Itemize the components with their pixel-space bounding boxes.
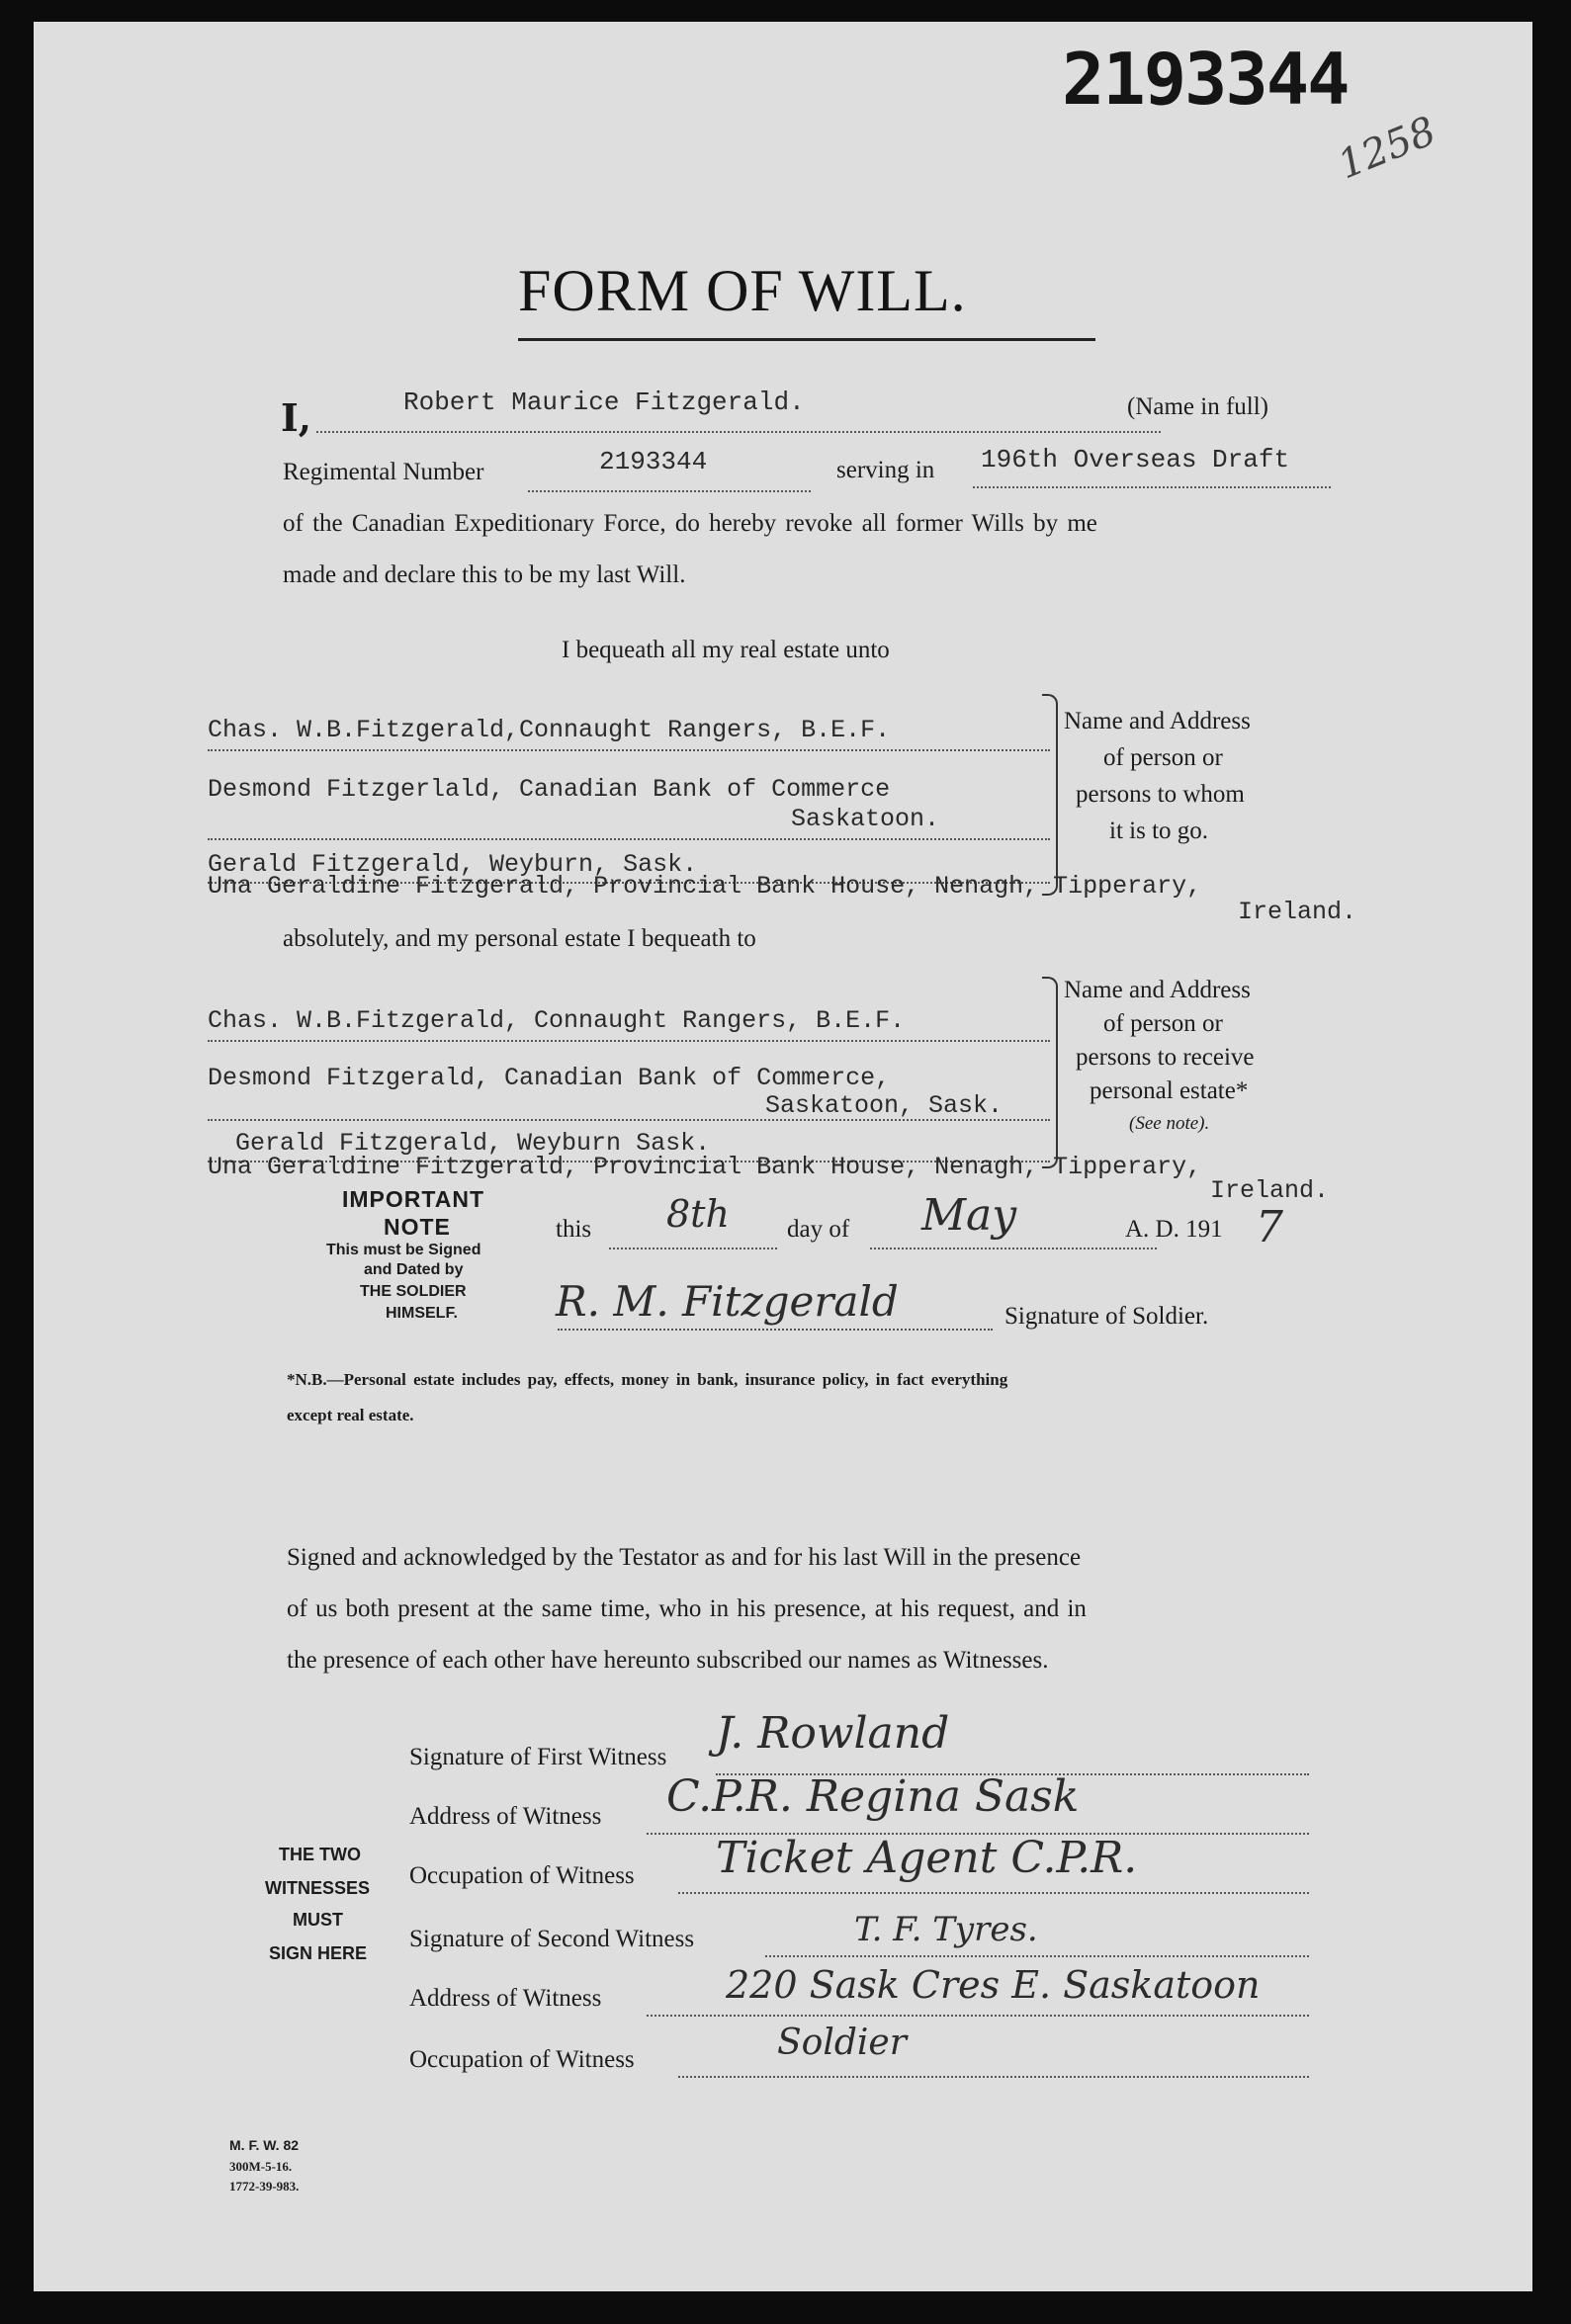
witness-value: J. Rowland bbox=[716, 1708, 950, 1759]
soldier-signature: R. M. Fitzgerald bbox=[556, 1277, 899, 1326]
nb-line-2: except real estate. bbox=[287, 1406, 414, 1424]
month-value: May bbox=[921, 1190, 1017, 1241]
year-digit: 7 bbox=[1256, 1202, 1283, 1252]
regimental-number-label: Regimental Number bbox=[283, 459, 484, 485]
real-estate-intro: I bequeath all my real estate unto bbox=[562, 637, 890, 663]
body-line-2: made and declare this to be my last Will. bbox=[283, 561, 686, 588]
personal-estate-rule bbox=[208, 1119, 1050, 1121]
witness-line bbox=[647, 2015, 1309, 2017]
nb-line-1: *N.B.—Personal estate includes pay, effects, money in bank, insurance policy, in fact everything bbox=[287, 1370, 1008, 1389]
witness-label: Occupation of Witness bbox=[409, 2046, 635, 2073]
attestation-line-1: Signed and acknowledged by the Testator as and for his last Will in the presence bbox=[287, 1544, 1082, 1571]
regimental-number-value: 2193344 bbox=[599, 447, 708, 476]
form-code: 300M-5-16. bbox=[229, 2159, 293, 2174]
personal-estate-caption: Name and Address bbox=[1064, 977, 1251, 1003]
form-code: 1772-39-983. bbox=[229, 2179, 300, 2194]
personal-estate-line: Una Geraldine Fitzgerald, Provincial Bank House, Nenagh, Tipperary, bbox=[208, 1153, 1202, 1181]
soldier-signature-label: Signature of Soldier. bbox=[1004, 1303, 1209, 1330]
witness-label: Address of Witness bbox=[409, 1985, 602, 2012]
witness-value: Soldier bbox=[777, 2023, 907, 2063]
witness-label: Signature of Second Witness bbox=[409, 1926, 695, 1952]
witness-label: Address of Witness bbox=[409, 1803, 602, 1830]
prefix-i: I, bbox=[281, 395, 312, 440]
attestation-line-2: of us both present at the same time, who in his presence, at his request, and in bbox=[287, 1595, 1087, 1622]
witness-line bbox=[678, 2076, 1309, 2078]
pencil-note: 1258 bbox=[1332, 108, 1442, 189]
personal-estate-line: Saskatoon, Sask. bbox=[765, 1091, 1004, 1120]
personal-estate-line: Gerald Fitzgerald, Weyburn Sask. bbox=[235, 1129, 711, 1158]
witness-note-line: SIGN HERE bbox=[269, 1943, 368, 1963]
testator-name: Robert Maurice Fitzgerald. bbox=[403, 387, 805, 417]
real-estate-line: Saskatoon. bbox=[791, 805, 940, 833]
real-estate-caption: Name and Address bbox=[1064, 708, 1251, 734]
witness-note-line: THE TWO bbox=[279, 1845, 361, 1864]
this-label: this bbox=[556, 1216, 592, 1243]
soldier-signature-line bbox=[558, 1329, 993, 1331]
unit-value: 196th Overseas Draft bbox=[981, 445, 1290, 474]
will-form-page bbox=[34, 22, 1532, 2291]
real-estate-line: Gerald Fitzgerald, Weyburn, Sask. bbox=[208, 850, 698, 879]
witness-value: Ticket Agent C.P.R. bbox=[716, 1833, 1138, 1883]
page-title: FORM OF WILL. bbox=[518, 258, 967, 323]
witness-note-line: MUST bbox=[293, 1910, 343, 1930]
day-value: 8th bbox=[666, 1192, 730, 1236]
witness-line bbox=[765, 1955, 1309, 1957]
serving-label: serving in bbox=[836, 457, 935, 483]
name-caption: (Name in full) bbox=[1127, 393, 1269, 420]
important-note-title: IMPORTANT bbox=[342, 1186, 485, 1212]
day-of-label: day of bbox=[787, 1216, 850, 1243]
personal-estate-brace bbox=[1042, 977, 1058, 1168]
name-line bbox=[316, 431, 1161, 433]
stamp-number: 2193344 bbox=[1062, 38, 1349, 121]
personal-estate-line: Desmond Fitzgerald, Canadian Bank of Commerce, bbox=[208, 1064, 891, 1092]
important-note-line: and Dated by bbox=[364, 1261, 464, 1278]
real-estate-line: Chas. W.B.Fitzgerald,Connaught Rangers, B.E.F. bbox=[208, 716, 891, 744]
witness-line bbox=[678, 1892, 1309, 1894]
witness-label: Signature of First Witness bbox=[409, 1744, 667, 1770]
body-line-1: of the Canadian Expeditionary Force, do hereby revoke all former Wills by me bbox=[283, 510, 1097, 537]
witness-value: C.P.R. Regina Sask bbox=[666, 1771, 1080, 1822]
real-estate-line: Ireland. bbox=[1238, 898, 1357, 926]
witness-value: T. F. Tyres. bbox=[854, 1910, 1038, 1949]
day-line bbox=[609, 1248, 777, 1249]
important-note-line: THE SOLDIER bbox=[360, 1283, 467, 1300]
real-estate-caption: it is to go. bbox=[1109, 818, 1209, 844]
personal-estate-rule bbox=[208, 1040, 1050, 1042]
important-note-title: NOTE bbox=[384, 1214, 451, 1240]
witness-label: Occupation of Witness bbox=[409, 1862, 635, 1889]
real-estate-line: Una Geraldine Fitzgerald, Provincial Bank House, Nenagh, Tipperary, bbox=[208, 872, 1202, 901]
real-estate-rule bbox=[208, 838, 1050, 840]
witness-note-line: WITNESSES bbox=[265, 1878, 371, 1898]
unit-line bbox=[973, 486, 1331, 488]
witness-value: 220 Sask Cres E. Saskatoon bbox=[726, 1963, 1261, 2007]
personal-intro: absolutely, and my personal estate I bequeath to bbox=[283, 925, 756, 952]
real-estate-caption: persons to whom bbox=[1076, 781, 1245, 808]
important-note-line: HIMSELF. bbox=[386, 1305, 458, 1322]
real-estate-brace bbox=[1042, 694, 1058, 896]
real-estate-line: Desmond Fitzgerlald, Canadian Bank of Commerce bbox=[208, 775, 891, 804]
real-estate-rule bbox=[208, 749, 1050, 751]
form-code: M. F. W. 82 bbox=[229, 2137, 300, 2153]
real-estate-caption: of person or bbox=[1103, 744, 1223, 771]
personal-estate-caption: of person or bbox=[1103, 1010, 1223, 1037]
personal-estate-line: Ireland. bbox=[1210, 1176, 1330, 1205]
personal-estate-line: Chas. W.B.Fitzgerald, Connaught Rangers, B.E.F. bbox=[208, 1006, 906, 1035]
title-underline bbox=[518, 338, 1095, 341]
month-line bbox=[870, 1248, 1157, 1249]
reg-line bbox=[528, 490, 811, 492]
important-note-line: This must be Signed bbox=[326, 1242, 481, 1258]
ad-label: A. D. 191 bbox=[1125, 1216, 1223, 1243]
personal-estate-caption: persons to receive bbox=[1076, 1044, 1255, 1071]
personal-estate-caption: personal estate* bbox=[1090, 1077, 1249, 1104]
attestation-line-3: the presence of each other have hereunto subscribed our names as Witnesses. bbox=[287, 1647, 1049, 1674]
see-note: (See note). bbox=[1129, 1113, 1210, 1134]
